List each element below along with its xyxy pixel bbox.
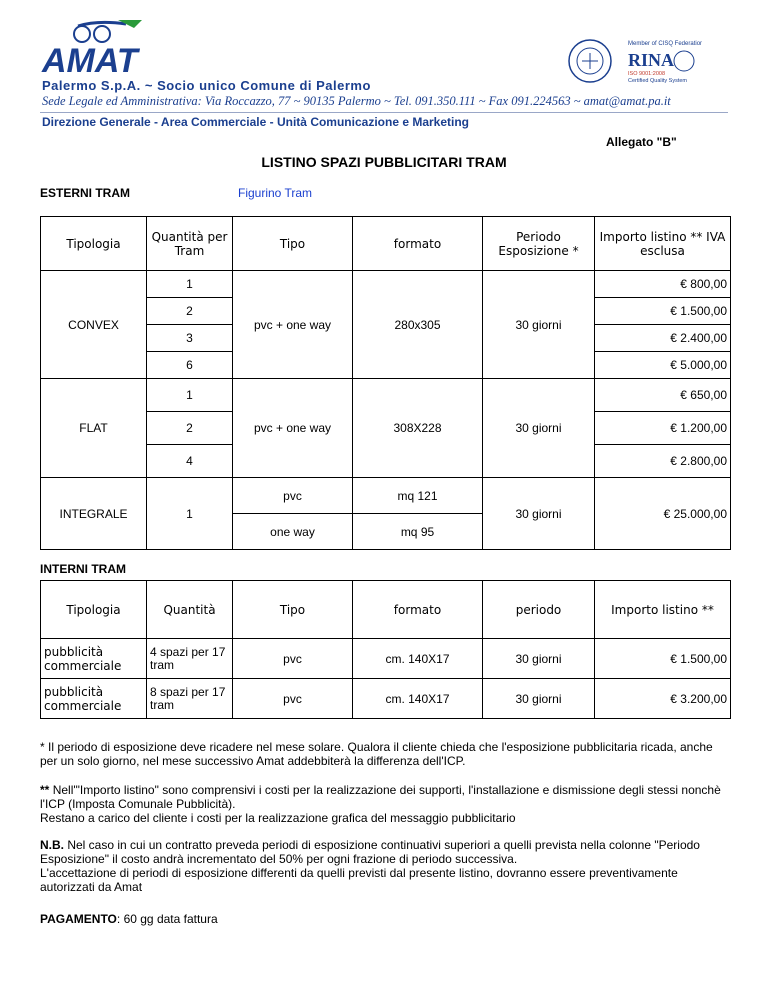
flat-tipo: pvc + one way (233, 379, 353, 478)
convex-qty: 3 (147, 325, 233, 352)
interni-section-title: INTERNI TRAM (40, 562, 126, 576)
note-importo-text: Nell'"Importo listino" sono comprensivi i costi per la realizzazione dei supporti, l'installazione e dismissione degli stessi nonchè l'ICP (Imposta Comunale Pubblicità). (40, 783, 721, 811)
note-periodo: * Il periodo di esposizione deve ricadere nel mese solare. Qualora il cliente chieda che l'esposizione pubblicitaria ricada, anche per un solo giorno, nel mese successivo Amat addebbiterà la differenza dell'ICP. (40, 740, 713, 768)
header-importo: Importo listino ** (595, 581, 731, 639)
header-importo: Importo listino ** IVA esclusa (595, 217, 731, 271)
table-row (41, 639, 731, 679)
integrale-formato-oneway: mq 95 (353, 514, 483, 550)
interni-tipo: pvc (233, 639, 353, 679)
cert-iso-text: ISO 9001:2008 (628, 71, 666, 77)
integrale-periodo: 30 giorni (483, 478, 595, 550)
cert-name-text: RINA (628, 50, 675, 70)
pagamento-label: PAGAMENTO (40, 912, 117, 926)
flat-qty: 2 (147, 412, 233, 445)
flat-tipologia: FLAT (41, 379, 147, 478)
interni-quantita: 4 spazi per 17 tram (147, 639, 233, 679)
integrale-formato-pvc: mq 121 (353, 478, 483, 514)
note-importo (40, 783, 730, 825)
esterni-table (40, 216, 731, 550)
esterni-section-title: ESTERNI TRAM (40, 186, 130, 200)
note-importo-marker: ** (40, 783, 53, 797)
convex-qty: 2 (147, 298, 233, 325)
pagamento-text: : 60 gg data fattura (116, 912, 218, 926)
interni-tipo: pvc (233, 679, 353, 719)
nb-label: N.B. (40, 838, 64, 852)
note-importo-extra: Restano a carico del cliente i costi per la realizzazione grafica del messaggio pubblicitario (40, 811, 516, 825)
header-periodo: periodo (483, 581, 595, 639)
convex-formato: 280x305 (353, 271, 483, 379)
interni-periodo: 30 giorni (483, 639, 595, 679)
header-tipologia: Tipologia (41, 217, 147, 271)
logo-wordmark: AMAT (42, 42, 138, 76)
convex-price: € 2.400,00 (595, 325, 731, 352)
header-divider (40, 112, 728, 113)
convex-tipologia: CONVEX (41, 271, 147, 379)
interni-formato: cm. 140X17 (353, 639, 483, 679)
figurino-tram-link[interactable]: Figurino Tram (238, 186, 313, 200)
integrale-tipo-pvc: pvc (233, 478, 353, 514)
convex-qty: 1 (147, 271, 233, 298)
interni-tipologia: pubblicità commerciale (41, 639, 147, 679)
department-line: Direzione Generale - Area Commerciale - Unità Comunicazione e Marketing (42, 115, 470, 129)
flat-qty: 4 (147, 445, 233, 478)
header-periodo: Periodo Esposizione * (483, 217, 595, 271)
convex-periodo: 30 giorni (483, 271, 595, 379)
interni-table (40, 580, 731, 719)
convex-price: € 5.000,00 (595, 352, 731, 379)
header-tipologia: Tipologia (41, 581, 147, 639)
integrale-tipo-oneway: one way (233, 514, 353, 550)
header-quantita: Quantità per Tram (147, 217, 233, 271)
interni-periodo: 30 giorni (483, 679, 595, 719)
allegato-label: Allegato "B" (606, 135, 677, 149)
integrale-price: € 25.000,00 (595, 478, 731, 550)
pagamento-line (40, 912, 730, 926)
table-row (41, 679, 731, 719)
header-tipo: Tipo (233, 217, 353, 271)
flat-periodo: 30 giorni (483, 379, 595, 478)
flat-qty: 1 (147, 379, 233, 412)
integrale-tipologia: INTEGRALE (41, 478, 147, 550)
page-title: LISTINO SPAZI PUBBLICITARI TRAM (261, 154, 507, 170)
company-address: Sede Legale ed Amministrativa: Via Roccazzo, 77 ~ 90135 Palermo ~ Tel. 091.350.111 ~ Fax 091.224563 ~ amat@amat.pa.it (42, 94, 671, 108)
interni-importo: € 1.500,00 (595, 639, 731, 679)
nb-text-2: L'accettazione di periodi di esposizione differenti da quelli previsti dal presente listino, dovranno essere preventivamente autorizzati da Amat (40, 866, 678, 894)
interni-formato: cm. 140X17 (353, 679, 483, 719)
nb-text: Nel caso in cui un contratto preveda periodi di esposizione continuativi superiori a quelli prevista nella colonne "Periodo Esposizione" il costo andrà incrementato del 50% per ogni frazione di periodo successiva. (40, 838, 700, 866)
cert-system-text: Certified Quality System (628, 78, 687, 84)
integrale-qty: 1 (147, 478, 233, 550)
flat-formato: 308X228 (353, 379, 483, 478)
convex-price: € 1.500,00 (595, 298, 731, 325)
amat-logo (38, 18, 158, 76)
convex-price: € 800,00 (595, 271, 731, 298)
flat-price: € 2.800,00 (595, 445, 731, 478)
header-formato: formato (353, 217, 483, 271)
flat-price: € 1.200,00 (595, 412, 731, 445)
company-tagline: Palermo S.p.A. ~ Socio unico Comune di Palermo (42, 78, 371, 93)
header-tipo: Tipo (233, 581, 353, 639)
convex-tipo: pvc + one way (233, 271, 353, 379)
interni-quantita: 8 spazi per 17 tram (147, 679, 233, 719)
interni-importo: € 3.200,00 (595, 679, 731, 719)
note-nb (40, 838, 730, 894)
header-quantita: Quantità (147, 581, 233, 639)
convex-qty: 6 (147, 352, 233, 379)
flat-price: € 650,00 (595, 379, 731, 412)
header-formato: formato (353, 581, 483, 639)
interni-tipologia: pubblicità commerciale (41, 679, 147, 719)
rina-certification-logo (566, 36, 702, 86)
cert-member-text: Member of CISQ Federation (628, 41, 702, 47)
